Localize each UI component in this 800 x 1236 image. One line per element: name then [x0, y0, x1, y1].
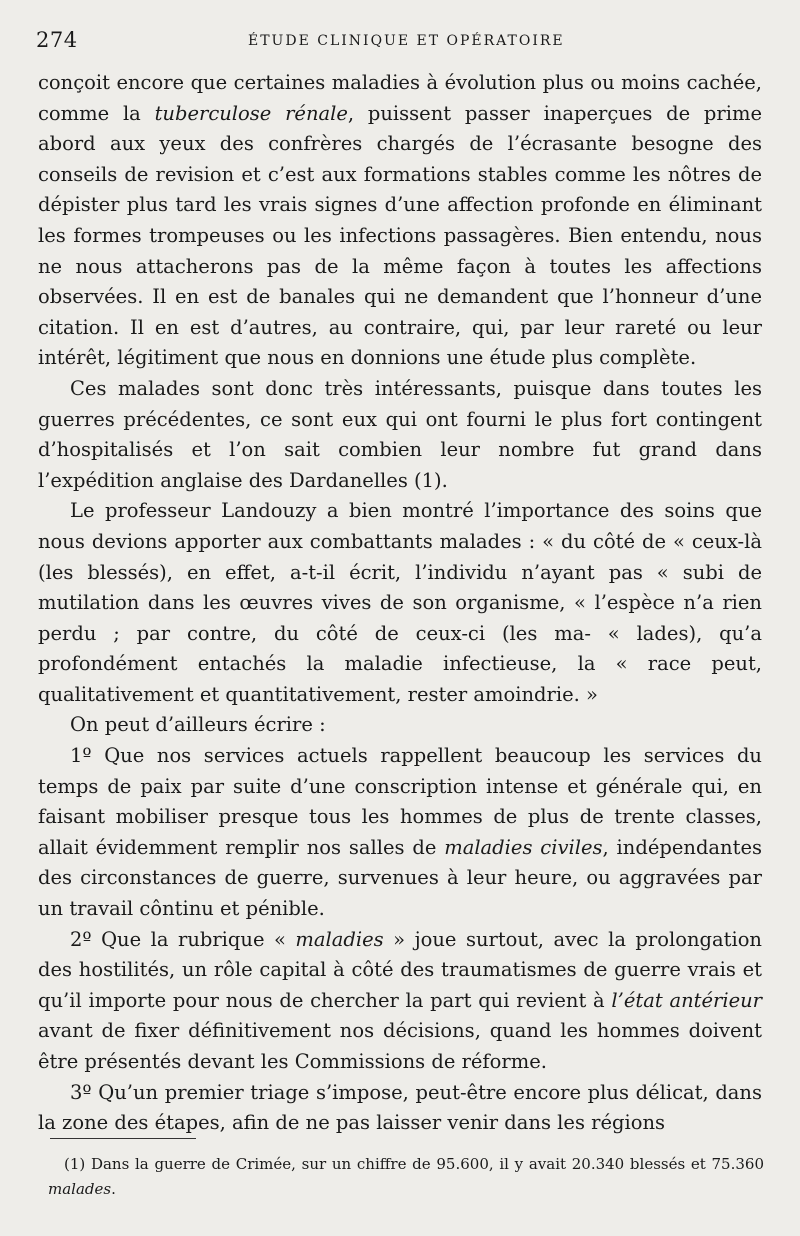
paragraph-6	[38, 925, 762, 1078]
italic-run: l’état antérieur	[611, 988, 762, 1012]
text-run: .	[111, 1180, 116, 1198]
italic-run: tuberculose rénale	[154, 101, 348, 125]
text-run: 1º Que nos services actuels rappellent beaucoup les services du temps de paix par suite d’une conscription intense et générale qui, en faisant mobiliser presque tous les hommes de plus de trente classes, allait évidemment remplir nos salles de	[38, 744, 762, 859]
text-run: 2º Que la rubrique «	[70, 927, 296, 951]
text-run: » joue surtout, avec la prolongation des hostilités, un rôle capital à côté des traumatismes de guerre vrais et qu’il importe pour nous de chercher la part qui revient à	[38, 927, 762, 1012]
paragraph-7: 3º Qu’un premier triage s’impose, peut-être encore plus délicat, dans la zone des étapes, afin de ne pas laisser venir dans les régions	[38, 1080, 762, 1135]
paragraph-2: Ces malades sont donc très intéressants, puisque dans toutes les guerres précédentes, ce sont eux qui ont fourni le plus fort contingent d’hospitalisés et l’on sait combien leur nombre fut grand dans l’expédition anglaise des Dardanelles (1).	[38, 376, 762, 492]
footnote	[48, 1152, 764, 1202]
text-run: , indépendantes des circonstances de guerre, survenues à leur heure, ou aggravées par un travail côntinu et pénible.	[38, 835, 762, 921]
body-text	[38, 68, 762, 1139]
paragraph-5	[38, 741, 762, 925]
italic-run: maladies	[295, 927, 384, 951]
paragraph-4: On peut d’ailleurs écrire :	[70, 713, 326, 737]
text-run: avant de fixer définitivement nos décisions, quand les hommes doivent être présentés devant les Commissions de réforme.	[38, 1019, 762, 1073]
text-run: , puissent passer inaperçues de prime abord aux yeux des confrères chargés de l’écrasante besogne des conseils de revision et c’est aux formations stables comme les nôtres de dépister plus tard les vrais signes d’une affection profonde en éliminant les formes trompeuses ou les infections passagères. Bien entendu, nous ne nous attacherons pas de la même façon à toutes les affections observées. Il en est de banales qui ne demandent que l’honneur d’une citation. Il en est d’autres, au contraire, qui, par leur rareté ou leur intérêt, légitiment que nous en donnions une étude plus complète.	[38, 101, 762, 370]
italic-run: malades	[48, 1180, 112, 1198]
footnote-text	[48, 1152, 764, 1202]
text-run: conçoit encore que certaines maladies à évolution plus ou moins cachée, comme la	[38, 71, 762, 125]
page-header	[36, 28, 756, 58]
paragraph-3: Le professeur Landouzy a bien montré l’importance des soins que nous devions apporter aux combattants malades : « du côté de « ceux-là (les blessés), en effet, a-t-il écrit, l’individu n’ayant pas « subi de mutilation dans les œuvres vives de son organisme, « l’espèce n’a rien perdu ; par contre, du côté de ceux-ci (les ma- « lades), qu’a profondément entachés la maladie infectieuse, la « race peut, qualitativement et quantitativement, rester amoindrie. »	[38, 499, 762, 706]
page-number: 274	[36, 28, 78, 52]
text-run: (1) Dans la guerre de Crimée, sur un chiffre de 95.600, il y avait 20.340 blessés et 75.360	[64, 1155, 764, 1173]
paragraph-1	[38, 68, 762, 374]
running-head: ÉTUDE CLINIQUE ET OPÉRATOIRE	[248, 33, 565, 49]
footnote-divider	[50, 1138, 196, 1139]
italic-run: maladies civiles	[444, 835, 603, 859]
